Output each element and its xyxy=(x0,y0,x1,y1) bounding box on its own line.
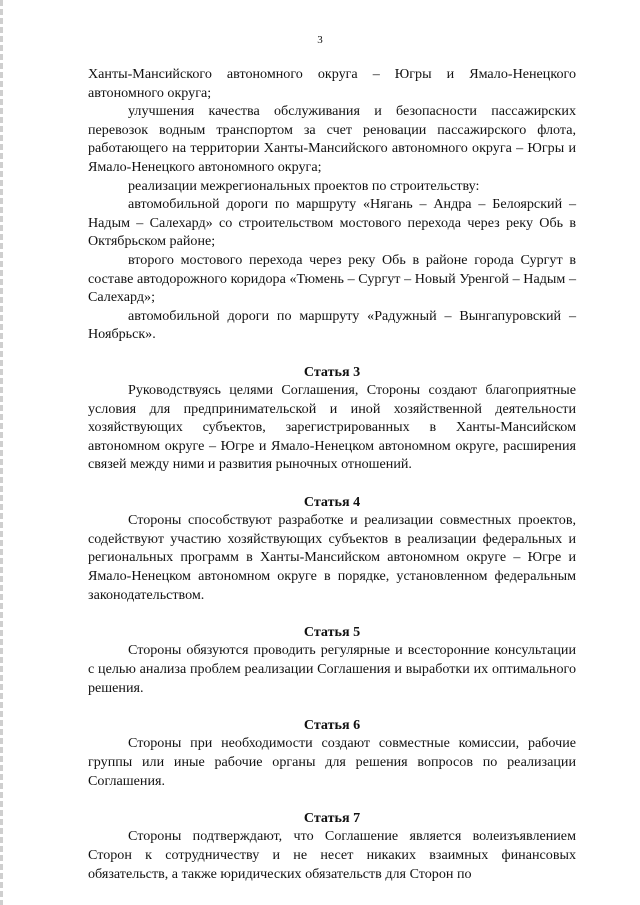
document-body xyxy=(88,65,576,883)
article-7-text: Стороны подтверждают, что Соглашение является волеизъявлением Сторон к сотрудничеству и не несет никаких взаимных финансовых обязательств, а также юридических обязательств для Сторон по xyxy=(88,828,576,882)
intro-paragraph-4: автомобильной дороги по маршруту «Нягань – Андра – Белоярский – Надым – Салехард» со строительством мостового перехода через реку Обь в Октябрьском районе; xyxy=(88,196,576,250)
article-4-text: Стороны способствуют разработке и реализации совместных проектов, содействуют участию хозяйствующих субъектов в реализации федеральных и региональных программ в Ханты-Мансийском автономном округе – Югре и Ямало-Ненецком автономном округе в порядке, установленном федеральным законодательством. xyxy=(88,512,576,603)
article-5-title: Статья 5 xyxy=(303,623,361,640)
intro-paragraph-6: автомобильной дороги по маршруту «Радужный – Вынгапуровский – Ноябрьск». xyxy=(88,307,576,343)
intro-paragraph-5: второго мостового перехода через реку Обь в районе города Сургут в составе автодорожного коридора «Тюмень – Сургут – Новый Уренгой – Надым – Салехард»; xyxy=(88,251,576,306)
article-7-title: Статья 7 xyxy=(303,809,361,826)
intro-paragraph-3: реализации межрегиональных проектов по строительству: xyxy=(128,177,480,194)
article-6-text: Стороны при необходимости создают совместные комиссии, рабочие группы или иные рабочие органы для решения вопросов по реализации Соглашения. xyxy=(88,735,576,789)
article-3-title: Статья 3 xyxy=(303,363,361,380)
intro-paragraph-2: улучшения качества обслуживания и безопасности пассажирских перевозок водным транспортом за счет реновации пассажирского флота, работающего на территории Ханты-Мансийского автономного округа – Югры и Ямало-Ненецкого автономного округа; xyxy=(88,103,576,175)
article-5-text: Стороны обязуются проводить регулярные и всесторонние консультации с целью анализа проблем реализации Соглашения и выработки их оптимального решения. xyxy=(88,642,576,696)
article-4-title: Статья 4 xyxy=(303,493,361,510)
article-6-title: Статья 6 xyxy=(303,716,361,733)
article-3-text: Руководствуясь целями Соглашения, Стороны создают благоприятные условия для предпринимательской и иной хозяйственной деятельности хозяйствующих субъектов, зарегистрированных в Ханты-Мансийском автономном округе – Югре и Ямало-Ненецком автономном округе, расширения связей между ними и развития рыночных отношений. xyxy=(88,382,576,473)
intro-paragraph-1: Ханты-Мансийского автономного округа – Югры и Ямало-Ненецкого автономного округа; xyxy=(88,66,576,101)
page-number: 3 xyxy=(317,34,323,46)
scan-edge-mark xyxy=(0,0,3,905)
